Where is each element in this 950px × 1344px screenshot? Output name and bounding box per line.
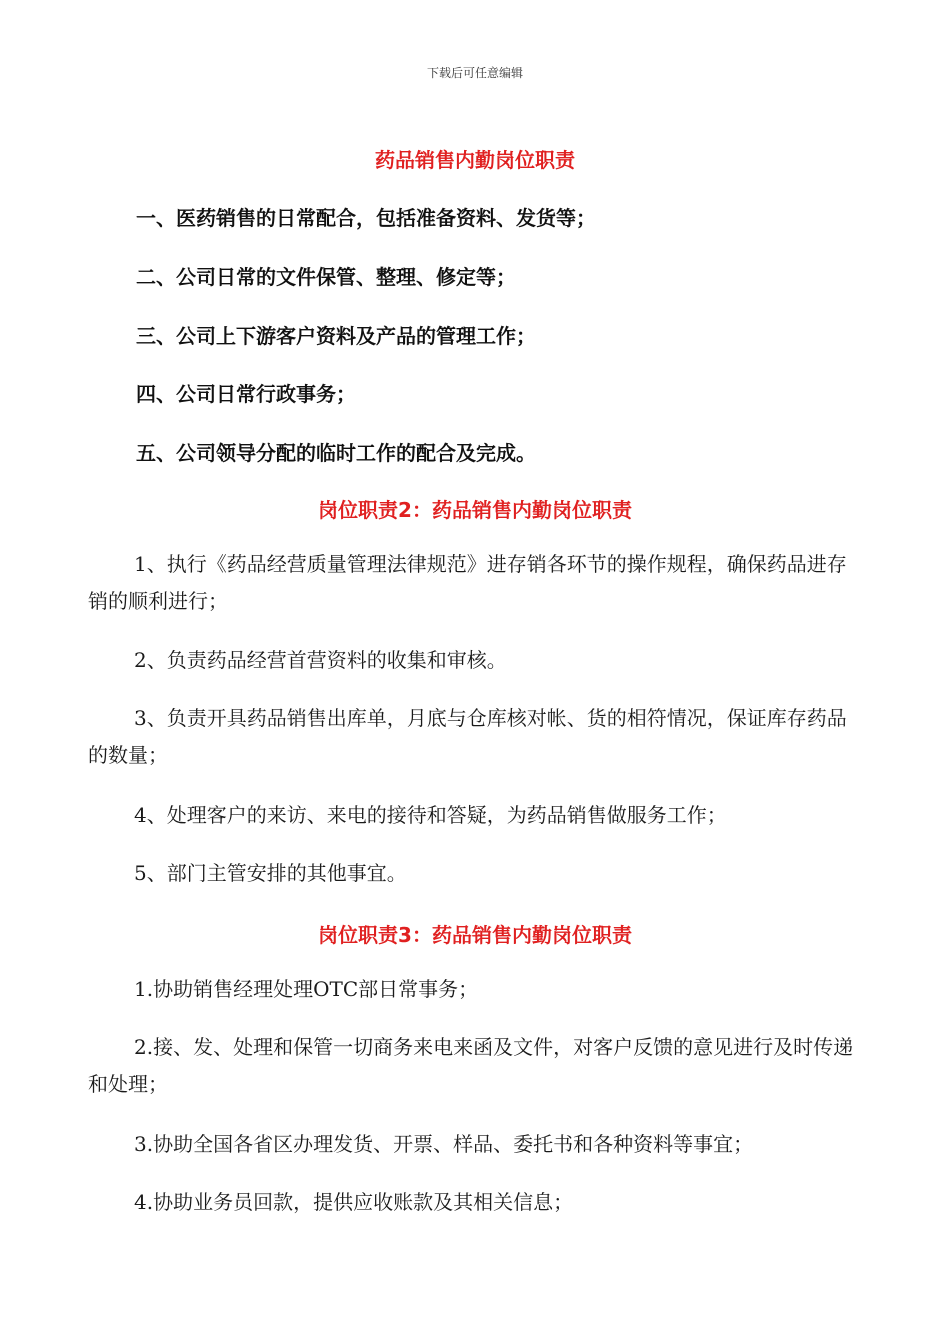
section1-item-2: 二、公司日常的文件保管、整理、修定等；: [136, 265, 516, 289]
section2-item-2: 2、负责药品经营首营资料的收集和审核。: [134, 648, 507, 672]
section1-item-5: 五、公司领导分配的临时工作的配合及完成。: [136, 441, 536, 465]
section1-item-3: 三、公司上下游客户资料及产品的管理工作；: [136, 324, 536, 348]
section2-title: 岗位职责2：药品销售内勤岗位职责: [318, 498, 632, 522]
section3-item-2: 2.接、发、处理和保管一切商务来电来函及文件，对客户反馈的意见进行及时传递和处理；: [88, 1035, 854, 1096]
section1-item-4: 四、公司日常行政事务；: [136, 382, 356, 406]
section1-item-1: 一、医药销售的日常配合，包括准备资料、发货等；: [136, 206, 596, 230]
section1-title: 药品销售内勤岗位职责: [375, 148, 575, 172]
section3-title: 岗位职责3：药品销售内勤岗位职责: [318, 923, 632, 947]
download-note: 下载后可任意编辑: [426, 66, 523, 80]
section3-item-4: 4.协助业务员回款，提供应收账款及其相关信息；: [134, 1190, 574, 1214]
section3-item-1: 1.协助销售经理处理OTC部日常事务；: [134, 977, 479, 1001]
section2-item-4: 4、处理客户的来访、来电的接待和答疑，为药品销售做服务工作；: [134, 803, 727, 827]
section2-item-5: 5、部门主管安排的其他事宜。: [134, 861, 407, 885]
section2-item-3: 3、负责开具药品销售出库单，月底与仓库核对帐、货的相符情况，保证库存药品的数量；: [88, 706, 847, 767]
section3-item-3: 3.协助全国各省区办理发货、开票、样品、委托书和各种资料等事宜；: [134, 1132, 754, 1156]
section2-item-1: 1、执行《药品经营质量管理法律规范》进存销各环节的操作规程，确保药品进存销的顺利进行；: [88, 552, 847, 613]
